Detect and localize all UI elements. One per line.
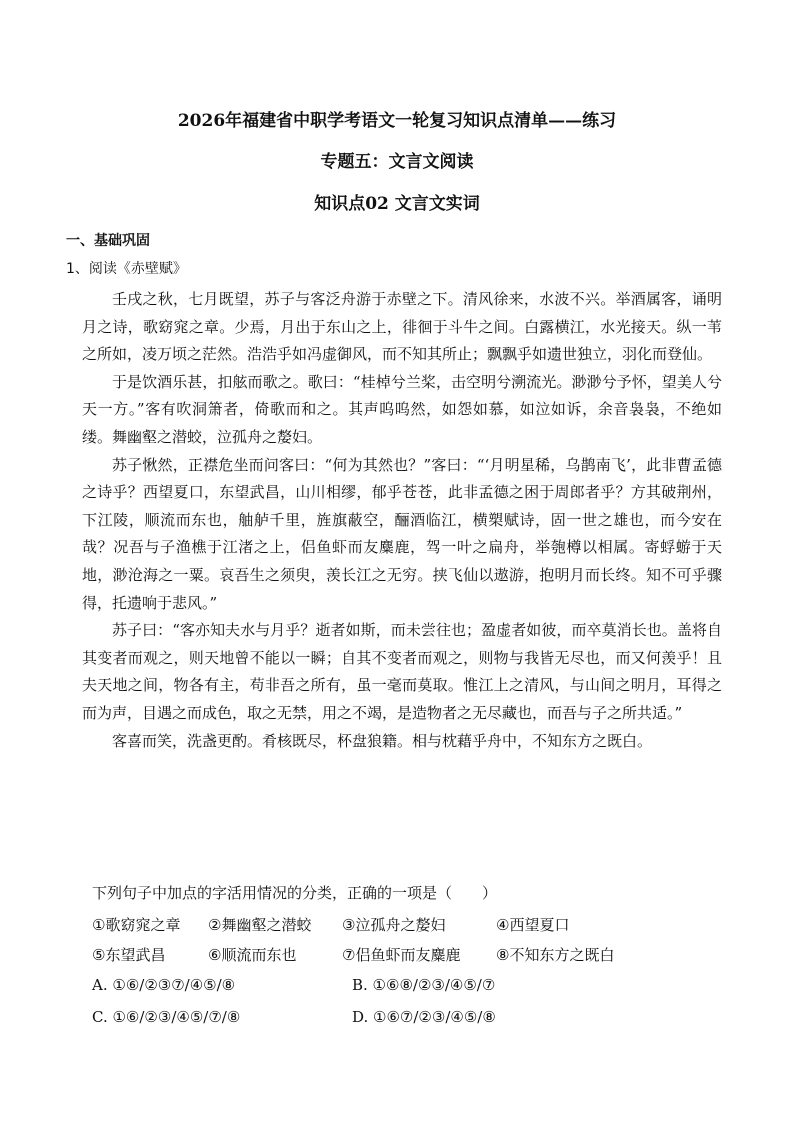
- question-label: 1、阅读《赤壁赋》: [66, 261, 187, 277]
- passage: [82, 286, 722, 755]
- passage-paragraph: 客喜而笑，洗盏更酌。肴核既尽，杯盘狼籍。相与枕藉乎舟中，不知东方之既白。: [112, 731, 653, 750]
- sentence-item: ②舞幽壑之潜蛟: [208, 916, 312, 934]
- passage-paragraph: 苏子愀然，正襟危坐而问客曰：“何为其然也？”客曰：“‘月明星稀，乌鹊南飞’，此非曹孟德之诗乎？西望夏口，东望武昌，山川相缪，郁乎苍苍，此非孟德之困于周郎者乎？方其破荆州，下江陵，顺流而东也，舳舻千里，旌旗蔽空，酾酒临江，横槊赋诗，固一世之雄也，而今安在哉？况吾与子渔樵于江渚之上，侣鱼虾而友麋鹿，驾一叶之扁舟，举匏樽以相属。寄蜉蝣于天地，渺沧海之一粟。哀吾生之须臾，羡长江之无穷。挟飞仙以遨游，抱明月而长终。知不可乎骤得，托遗响于悲风。”: [82, 455, 722, 612]
- document-title: 2026年福建省中职学考语文一轮复习知识点清单——练习: [177, 111, 617, 131]
- question-prompt: 下列句子中加点的字活用情况的分类，正确的一项是（ ）: [92, 884, 498, 902]
- sentence-item: ①歌窈窕之章: [92, 916, 181, 934]
- topic-title: 专题五：文言文阅读: [320, 152, 474, 172]
- sentence-item: ⑦侣鱼虾而友麋鹿: [342, 946, 461, 964]
- sentence-item: ⑧不知东方之既白: [496, 946, 615, 964]
- section-heading: 一、基础巩固: [66, 233, 150, 249]
- option-c[interactable]: C. ①⑥/②③/④⑤/⑦/⑧: [92, 1008, 241, 1026]
- sentence-item: ⑤东望武昌: [92, 946, 166, 964]
- option-b[interactable]: B. ①⑥⑧/②③/④⑤/⑦: [352, 976, 496, 994]
- knowledge-point-title: 知识点02 文言文实词: [314, 194, 480, 214]
- sentence-item: ③泣孤舟之嫠妇: [342, 916, 446, 934]
- option-a[interactable]: A. ①⑥/②③⑦/④⑤/⑧: [92, 976, 236, 994]
- passage-paragraph: 苏子曰：“客亦知夫水与月乎？逝者如斯，而未尝往也；盈虚者如彼，而卒莫消长也。盖将自其变者而观之，则天地曾不能以一瞬；自其不变者而观之，则物与我皆无尽也，而又何羡乎！且夫天地之间，物各有主，苟非吾之所有，虽一毫而莫取。惟江上之清风，与山间之明月，耳得之而为声，目遇之而成色，取之无禁，用之不竭，是造物者之无尽藏也，而吾与子之所共适。”: [82, 621, 722, 722]
- passage-paragraph: 壬戌之秋，七月既望，苏子与客泛舟游于赤壁之下。清风徐来，水波不兴。举酒属客，诵明月之诗，歌窈窕之章。少焉，月出于东山之上，徘徊于斗牛之间。白露横江，水光接天。纵一苇之所如，凌万顷之茫然。浩浩乎如冯虚御风，而不知其所止；飘飘乎如遗世独立，羽化而登仙。: [82, 290, 722, 364]
- sentence-item: ④西望夏口: [496, 916, 570, 934]
- passage-paragraph: 于是饮酒乐甚，扣舷而歌之。歌曰：“桂棹兮兰桨，击空明兮溯流光。渺渺兮予怀，望美人兮天一方。”客有吹洞箫者，倚歌而和之。其声呜呜然，如怨如慕，如泣如诉，余音袅袅，不绝如缕。舞幽壑之潜蛟，泣孤舟之嫠妇。: [82, 372, 722, 446]
- option-d[interactable]: D. ①⑥⑦/②③/④⑤/⑧: [352, 1008, 496, 1026]
- sentence-item: ⑥顺流而东也: [208, 946, 297, 964]
